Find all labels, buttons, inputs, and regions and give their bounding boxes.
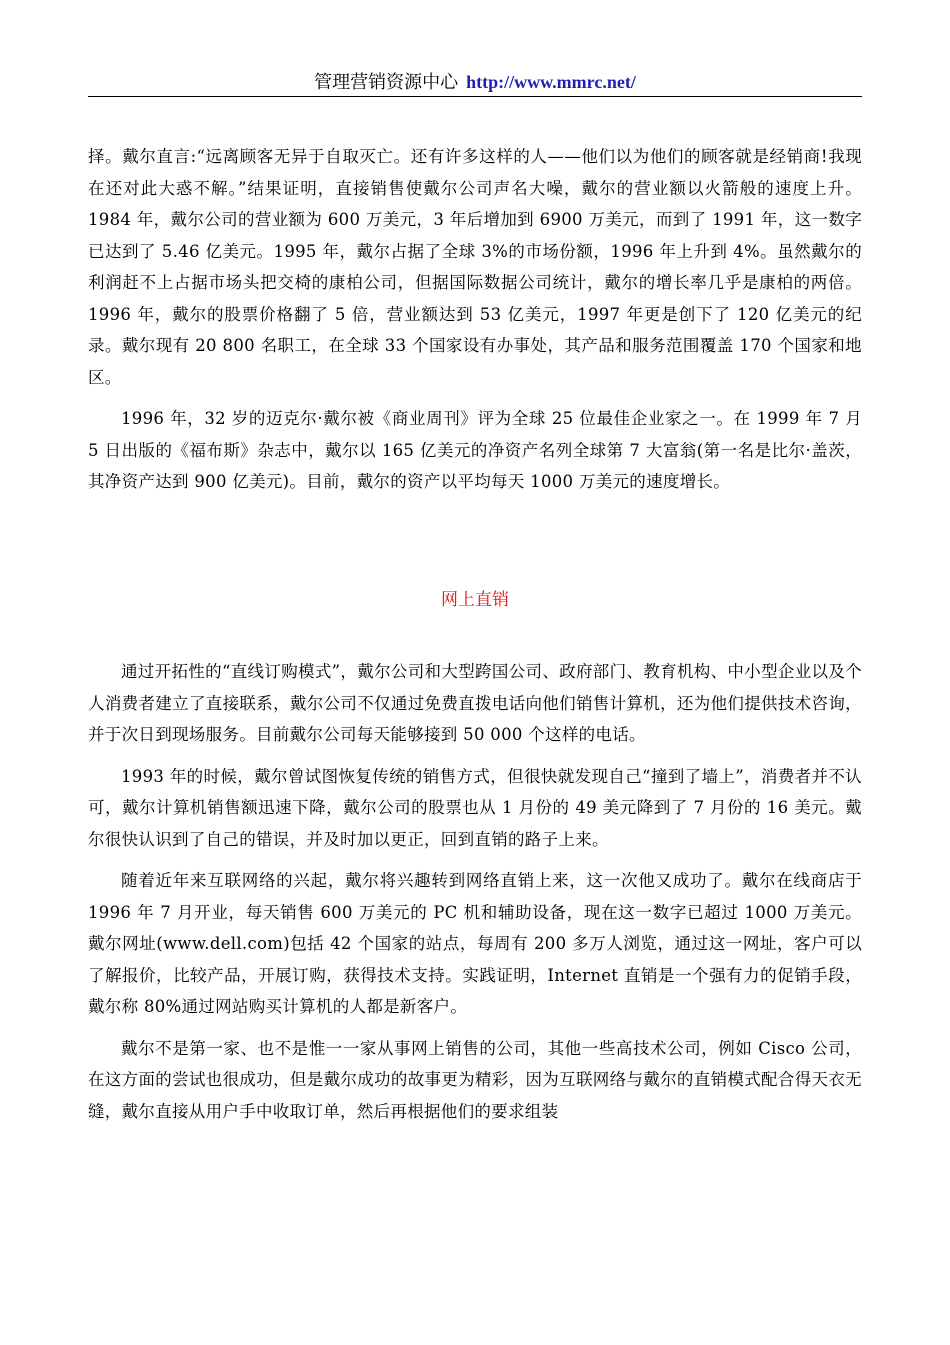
body-text-top [88,141,862,498]
section-heading: 网上直销 [441,590,509,610]
site-name: 管理营销资源中心 [314,72,459,93]
paragraph: 1993 年的时候，戴尔曾试图恢复传统的销售方式，但很快就发现自己“撞到了墙上”，消费者并不认可，戴尔计算机销售额迅速下降，戴尔公司的股票也从 1 月份的 49 美元降到了 7 月份的 16 美元。戴尔很快认识到了自己的错误，并及时加以更正，回到直销的路子上来。 [88,766,862,849]
paragraph: 择。戴尔直言:“远离顾客无异于自取灭亡。还有许多这样的人——他们以为他们的顾客就是经销商!我现在还对此大惑不解。”结果证明，直接销售使戴尔公司声名大噪，戴尔的营业额以火箭般的速度上升。1984 年，戴尔公司的营业额为 600 万美元，3 年后增加到 6900 万美元，而到了 1991 年，这一数字已达到了 5.46 亿美元。1995 年，戴尔占据了全球 3%的市场份额，1996 年上升到 4%。虽然戴尔的利润赶不上占据市场头把交椅的康柏公司，但据国际数据公司统计，戴尔的增长率几乎是康柏的两倍。1996 年，戴尔的股票价格翻了 5 倍，营业额达到 53 亿美元，1997 年更是创下了 120 亿美元的纪录。戴尔现有 20 800 名职工，在全球 33 个国家设有办事处，其产品和服务范围覆盖 170 个国家和地区。 [88,147,862,387]
paragraph: 通过开拓性的“直线订购模式”，戴尔公司和大型跨国公司、政府部门、教育机构、中小型企业以及个人消费者建立了直接联系，戴尔公司不仅通过免费直拨电话向他们销售计算机，还为他们提供技术咨询，并于次日到现场服务。目前戴尔公司每天能够接到 50 000 个这样的电话。 [88,662,862,744]
paragraph: 戴尔不是第一家、也不是惟一一家从事网上销售的公司，其他一些高技术公司，例如 Cisco 公司，在这方面的尝试也很成功，但是戴尔成功的故事更为精彩，因为互联网络与戴尔的直销模式配合得天衣无缝，戴尔直接从用户手中收取订单，然后再根据他们的要求组装 [88,1038,862,1121]
body-text-bottom [88,656,862,1127]
paragraph: 1996 年，32 岁的迈克尔·戴尔被《商业周刊》评为全球 25 位最佳企业家之一。在 1999 年 7 月 5 日出版的《福布斯》杂志中，戴尔以 165 亿美元的净资产名列全球第 7 大富翁(第一名是比尔·盖茨，其净资产达到 900 亿美元)。目前，戴尔的资产以平均每天 1000 万美元的速度增长。 [88,409,862,491]
paragraph: 随着近年来互联网络的兴起，戴尔将兴趣转到网络直销上来，这一次他又成功了。戴尔在线商店于 1996 年 7 月开业，每天销售 600 万美元的 PC 机和辅助设备，现在这一数字已超过 1000 万美元。戴尔网址(www.dell.com)包括 42 个国家的站点，每周有 200 多万人浏览，通过这一网址，客户可以了解报价，比较产品，开展订购，获得技术支持。实践证明，Internet 直销是一个强有力的促销手段，戴尔称 80%通过网站购买计算机的人都是新客户。 [88,871,862,1016]
header-divider [88,96,862,97]
page-header [88,68,862,96]
site-url-link[interactable]: http://www.mmrc.net/ [466,72,636,92]
